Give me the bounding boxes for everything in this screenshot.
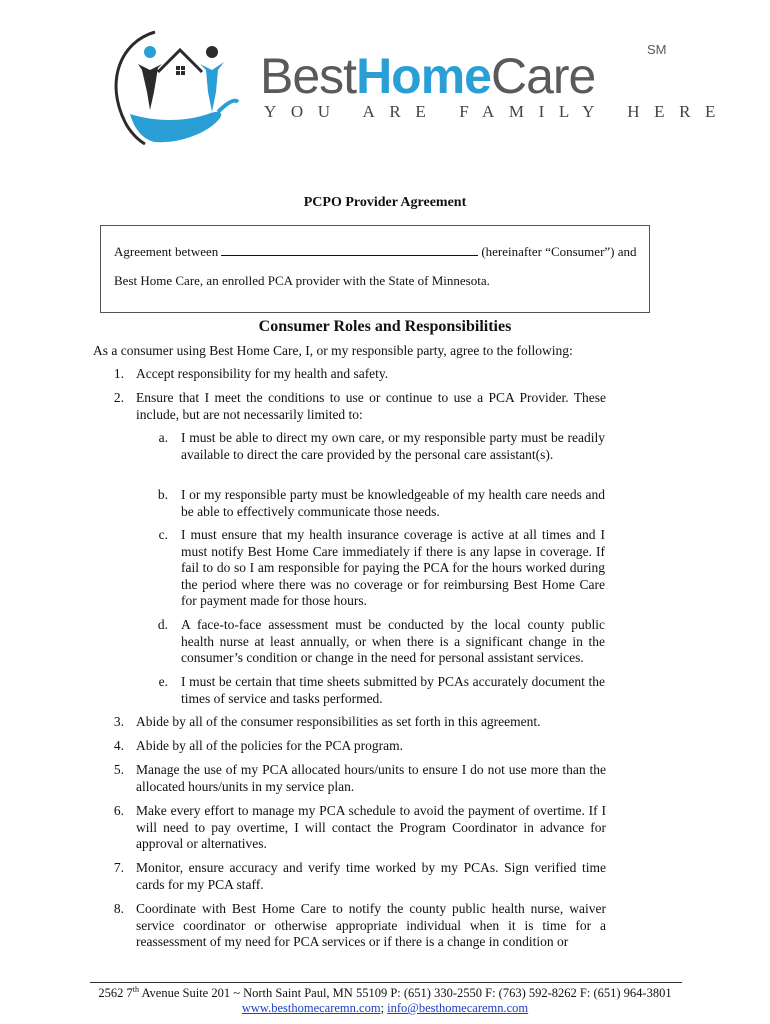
item-number: 7. bbox=[113, 860, 124, 875]
footer-links bbox=[0, 1001, 770, 1016]
sub-item-text: A face-to-face assessment must be conducted by the local county public health nurse at least annually, or when there is a significant change in the consumer’s condition or change in the need for personal assistant services. bbox=[181, 617, 605, 665]
item-text: Monitor, ensure accuracy and verify time worked by my PCAs. Sign verified time cards for my PCA staff. bbox=[136, 860, 606, 892]
brand-tagline: YOU ARE FAMILY HERE bbox=[264, 102, 731, 121]
brand-name-home: Home bbox=[356, 48, 491, 104]
consumer-suffix: (hereinafter “Consumer”) and bbox=[481, 244, 637, 259]
agreement-line bbox=[114, 243, 637, 260]
item-text: Abide by all of the policies for the PCA program. bbox=[136, 738, 403, 753]
footer-separator: ; bbox=[380, 1001, 388, 1015]
provider-line: Best Home Care, an enrolled PCA provider with the State of Minnesota. bbox=[114, 273, 490, 288]
section-intro: As a consumer using Best Home Care, I, or my responsible party, agree to the following: bbox=[93, 343, 573, 358]
sub-item-text: I must be able to direct my own care, or my responsible party must be readily available to direct the care provided by the personal care assistant(s). bbox=[181, 430, 605, 462]
item-text: Make every effort to manage my PCA schedule to avoid the payment of overtime. If I will need to pay overtime, I will contact the Program Coordinator in advance for approval or alternatives. bbox=[136, 803, 606, 851]
item-number: 6. bbox=[113, 803, 124, 818]
item-text: Coordinate with Best Home Care to notify the county public health nurse, waiver service coordinator or otherwise appropriate individual when it is time for a reassessment of my need for PCA services or if there is a change in condition or bbox=[136, 901, 606, 949]
family-house-hand-icon bbox=[100, 22, 260, 162]
brand-name-best: Best bbox=[260, 48, 357, 104]
sub-item-letter: e. bbox=[158, 674, 168, 689]
item-text: Ensure that I meet the conditions to use or continue to use a PCA Provider. These include, but are not necessarily limited to: bbox=[136, 390, 606, 422]
item-number: 8. bbox=[113, 901, 124, 916]
sub-item-letter: a. bbox=[158, 430, 168, 445]
sub-item-text: I or my responsible party must be knowledgeable of my health care needs and be able to effectively communicate those needs. bbox=[181, 487, 605, 519]
sub-item-text: I must be certain that time sheets submitted by PCAs accurately document the times of service and tasks performed. bbox=[181, 674, 605, 706]
item-number: 1. bbox=[113, 366, 124, 381]
item-number: 4. bbox=[113, 738, 124, 753]
item-number: 3. bbox=[113, 714, 124, 729]
footer-divider bbox=[90, 982, 682, 983]
consumer-name-blank[interactable] bbox=[221, 243, 478, 256]
footer-address-sup: th bbox=[132, 985, 140, 994]
sub-item-letter: b. bbox=[157, 487, 168, 502]
footer-address bbox=[0, 985, 770, 1001]
item-text: Accept responsibility for my health and safety. bbox=[136, 366, 389, 381]
website-link[interactable]: www.besthomecaremn.com bbox=[241, 1001, 381, 1015]
section-title: Consumer Roles and Responsibilities bbox=[258, 318, 512, 335]
brand-name bbox=[260, 46, 595, 106]
footer-address-rest: Avenue Suite 201 ~ North Saint Paul, MN 55109 P: (651) 330-2550 F: (763) 592-8262 F: (651) 964-3801 bbox=[139, 986, 672, 1001]
brand-name-care: Care bbox=[490, 48, 596, 104]
agreement-box bbox=[100, 225, 650, 313]
email-link[interactable]: info@besthomecaremn.com bbox=[387, 1001, 529, 1015]
company-logo bbox=[100, 22, 731, 162]
sub-item-text: I must ensure that my health insurance coverage is active at all times and I must notify Best Home Care immediately if there is any lapse in coverage. If fail to do so I am responsible for paying the PCA for the hours worked during the period where there was no coverage or for reimbursing Best Home Care for payment made for those hours. bbox=[181, 527, 605, 608]
item-number: 2. bbox=[113, 390, 124, 405]
sub-item-letter: c. bbox=[158, 527, 168, 542]
service-mark: SM bbox=[647, 42, 667, 57]
item-number: 5. bbox=[113, 762, 124, 777]
document-title: PCPO Provider Agreement bbox=[303, 195, 467, 210]
sub-item-letter: d. bbox=[157, 617, 168, 632]
footer-address-number: 2562 7 bbox=[98, 986, 133, 1001]
agreement-between-label: Agreement between bbox=[114, 244, 219, 259]
item-text: Manage the use of my PCA allocated hours/units to ensure I do not use more than the allocated hours/units in my service plan. bbox=[136, 762, 606, 794]
item-text: Abide by all of the consumer responsibilities as set forth in this agreement. bbox=[136, 714, 541, 729]
